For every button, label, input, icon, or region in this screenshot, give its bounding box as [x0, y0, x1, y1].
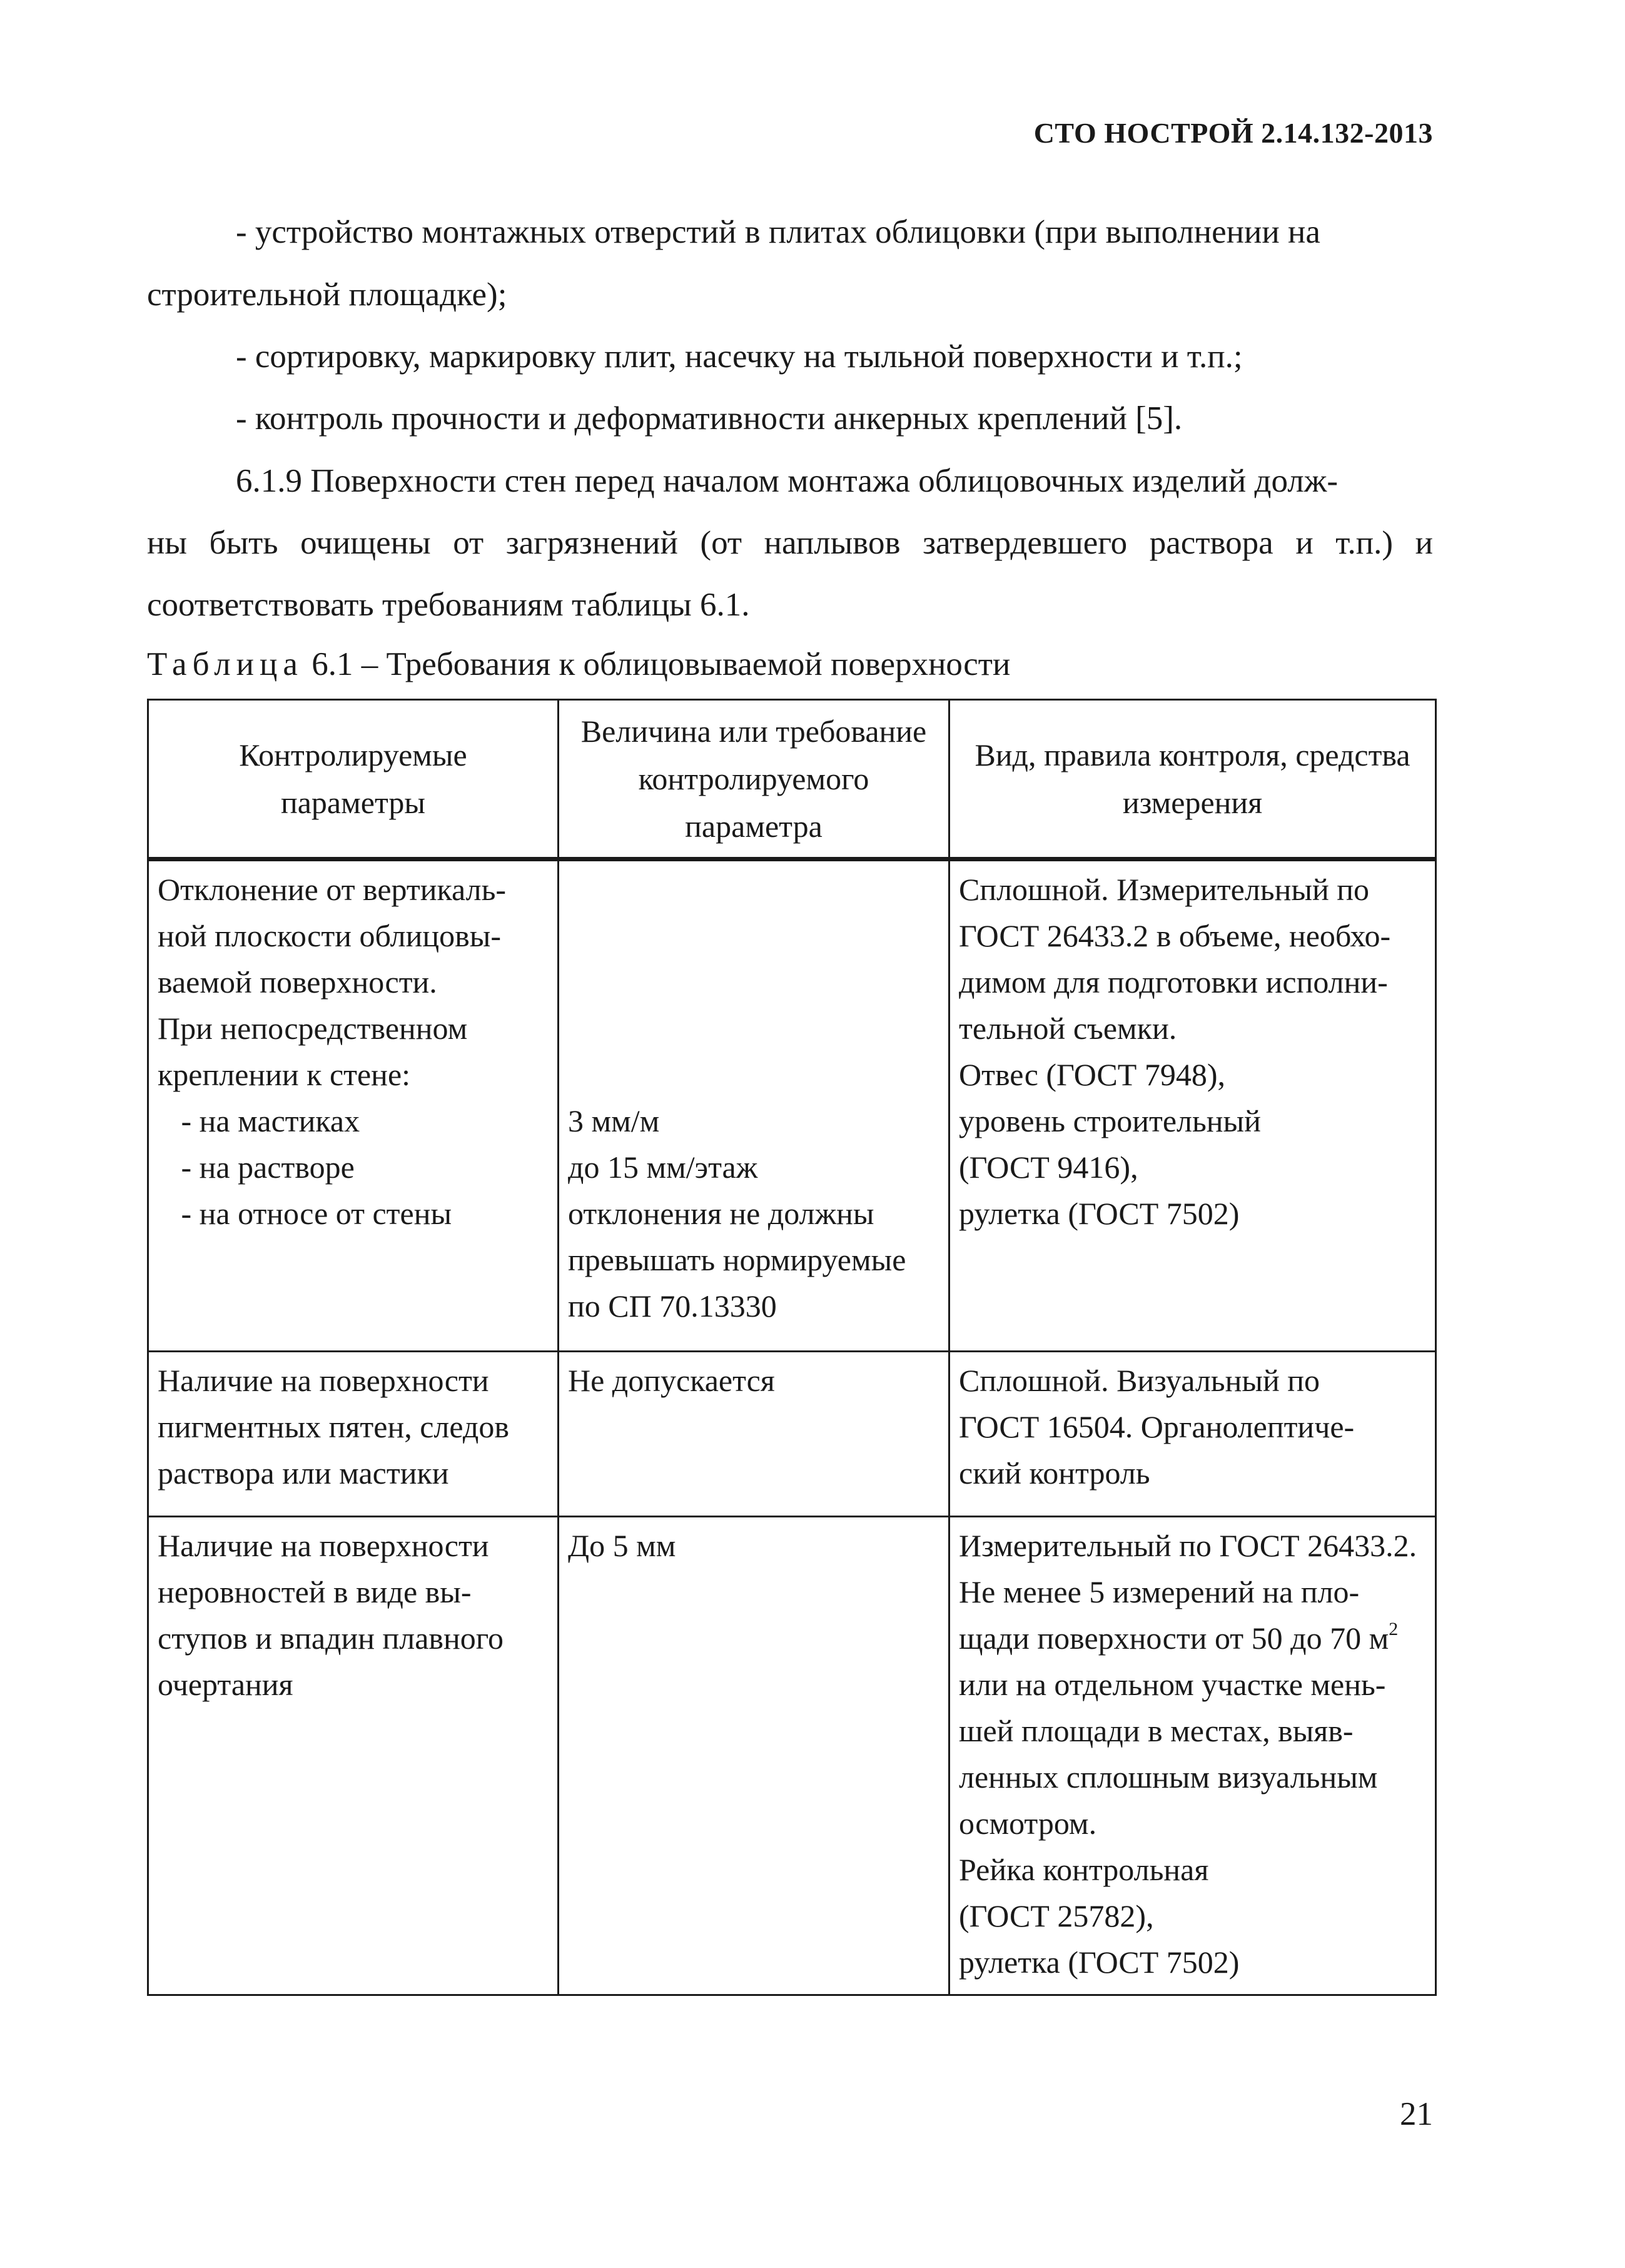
paragraph-6-1-9-line-3: соответствовать требованиям таблицы 6.1. — [147, 587, 750, 623]
row-3-value: До 5 мм — [559, 1517, 949, 1995]
row-2-value: Не допускается — [559, 1352, 949, 1517]
row-1-control: Сплошной. Измерительный по ГОСТ 26433.2 в объеме, необхо- димом для подготовки исполни- тельной съемки. Отвес (ГОСТ 7948), уровень строительный (ГОСТ 9416), рулетка (ГОСТ 7502) — [949, 859, 1436, 1352]
table-header-row — [148, 700, 1436, 859]
header-value: Величина или требование контролируемого параметра — [559, 700, 949, 859]
paragraph-6-1-9-line-2: ны быть очищены от загрязнений (от наплывов затвердевшего раствора и т.п.) и — [147, 525, 1433, 561]
paragraph-item-1-line-2: строительной площадке); — [147, 276, 507, 313]
page-number: 21 — [1400, 2096, 1433, 2132]
header-control-method: Вид, правила контроля, средства измерения — [949, 700, 1436, 859]
table-caption-label: Таблица — [147, 646, 303, 682]
row-2-control: Сплошной. Визуальный по ГОСТ 16504. Органолептиче- ский контроль — [949, 1352, 1436, 1517]
header-parameters: Контролируемые параметры — [148, 700, 559, 859]
superscript-squared: 2 — [1389, 1619, 1399, 1639]
row-2-parameter: Наличие на поверхности пигментных пятен, следов раствора или мастики — [148, 1352, 559, 1517]
row-1-value: 3 мм/м до 15 мм/этаж отклонения не должны превышать нормируемые по СП 70.13330 — [559, 859, 949, 1352]
document-code-header: СТО НОСТРОЙ 2.14.132-2013 — [1033, 117, 1433, 149]
table-caption — [147, 645, 1010, 683]
paragraph-item-3: - контроль прочности и деформативности анкерных креплений [5]. — [236, 400, 1183, 437]
row-1-parameter: Отклонение от вертикаль- ной плоскости облицовы- ваемой поверхности. При непосредственном креплении к стене: - на мастиках - на растворе - на относе от стены — [148, 859, 559, 1352]
table-row — [148, 1352, 1436, 1517]
paragraph-item-1-line-1: - устройство монтажных отверстий в плитах облицовки (при выполнении на — [236, 214, 1320, 250]
table-row — [148, 859, 1436, 1352]
row-3-control: Измерительный по ГОСТ 26433.2. Не менее 5 измерений на пло- щади поверхности от 50 до 70 $м^2$ или на отдельном участке мень- шей площади в местах, выяв- ленных сплошным визуальным осмотром. Рейка контрольная (ГОСТ 25782), рулетка (ГОСТ 7502) — [949, 1517, 1436, 1995]
table-caption-text: 6.1 – Требования к облицовываемой поверхности — [303, 646, 1011, 682]
paragraph-item-2: - сортировку, маркировку плит, насечку на тыльной поверхности и т.п.; — [236, 338, 1243, 375]
requirements-table — [147, 699, 1437, 1996]
row-3-parameter: Наличие на поверхности неровностей в виде вы- ступов и впадин плавного очертания — [148, 1517, 559, 1995]
paragraph-6-1-9-line-1: 6.1.9 Поверхности стен перед началом монтажа облицовочных изделий долж- — [236, 463, 1338, 499]
table-row — [148, 1517, 1436, 1995]
